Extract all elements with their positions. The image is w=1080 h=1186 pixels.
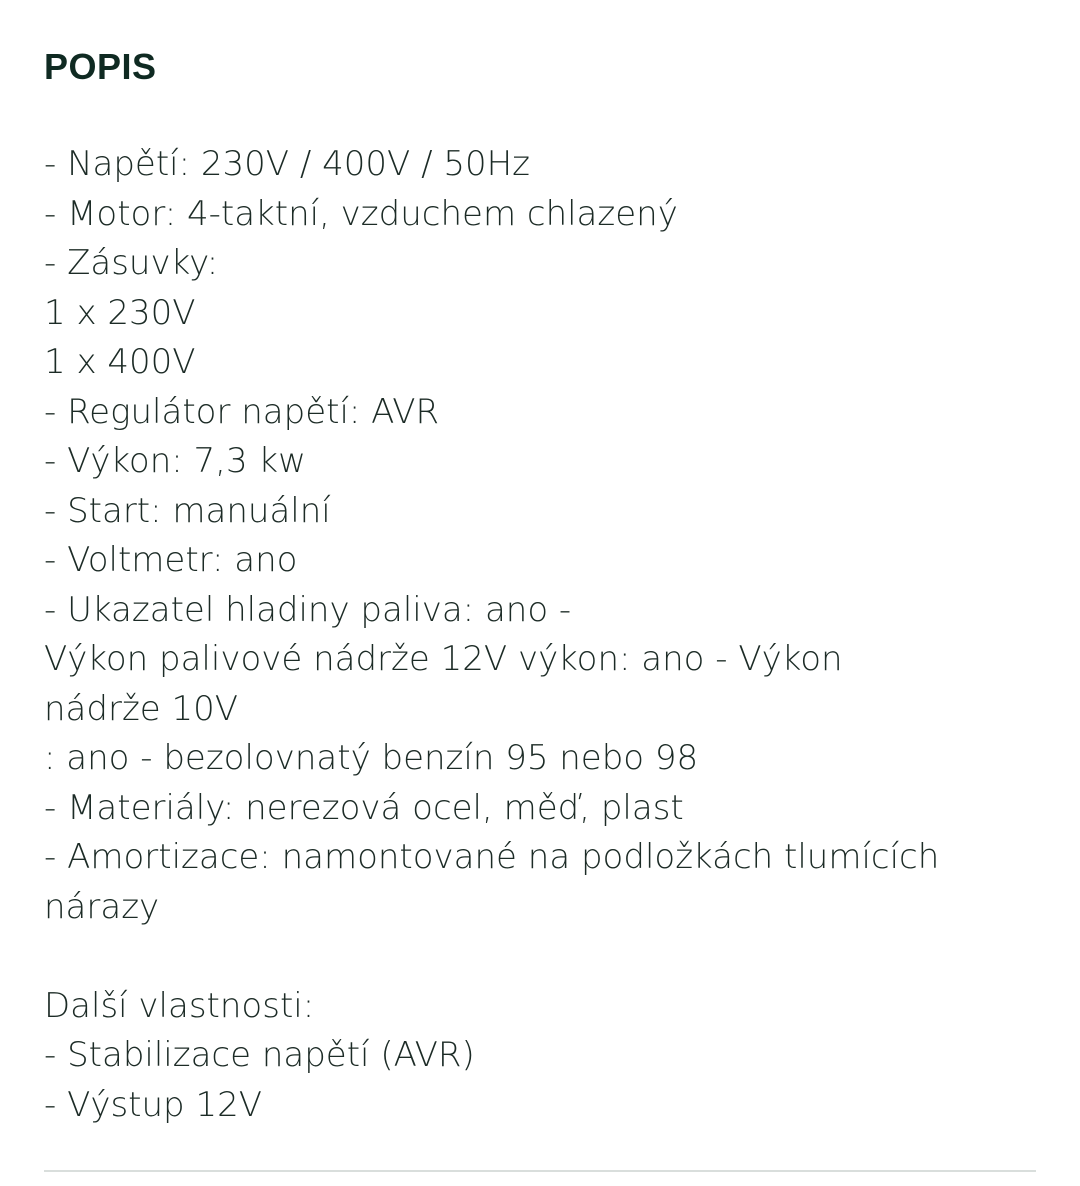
spec-line: - Zásuvky: — [44, 243, 219, 283]
spec-line: nárazy — [44, 886, 160, 927]
extra-features-title: Další vlastnosti: — [44, 985, 315, 1026]
spec-line: - Voltmetr: ano — [44, 540, 298, 580]
spec-line: - Start: manuální — [44, 490, 331, 531]
spec-line: - Ukazatel hladiny paliva: ano - — [44, 589, 572, 630]
spec-line: - Napětí: 230V / 400V / 50Hz — [44, 144, 531, 184]
extra-feature-line: - Stabilizace napětí (AVR) — [44, 1035, 475, 1075]
spec-line: - Výkon: 7,3 kw — [44, 441, 306, 481]
extra-feature-line: - Výstup 12V — [44, 1084, 262, 1125]
section-title: POPIS — [44, 46, 157, 87]
spec-line: - Motor: 4-taktní, vzduchem chlazený — [44, 193, 678, 234]
paragraph-gap — [44, 932, 984, 982]
spec-line: 1 x 230V — [44, 292, 196, 333]
spec-line: - Materiály: nerezová ocel, měď, plast — [44, 787, 684, 828]
spec-line: - Amortizace: namontované na podložkách tlumících — [44, 837, 940, 877]
spec-line: - Regulátor napětí: AVR — [44, 391, 440, 432]
section-divider — [44, 1170, 1036, 1172]
spec-line: nádrže 10V — [44, 688, 239, 729]
spec-line: : ano - bezolovnatý benzín 95 nebo 98 — [44, 738, 699, 778]
description-text — [44, 140, 984, 1130]
spec-line: 1 x 400V — [44, 342, 196, 382]
spec-line: Výkon palivové nádrže 12V výkon: ano - Výkon — [44, 639, 843, 679]
